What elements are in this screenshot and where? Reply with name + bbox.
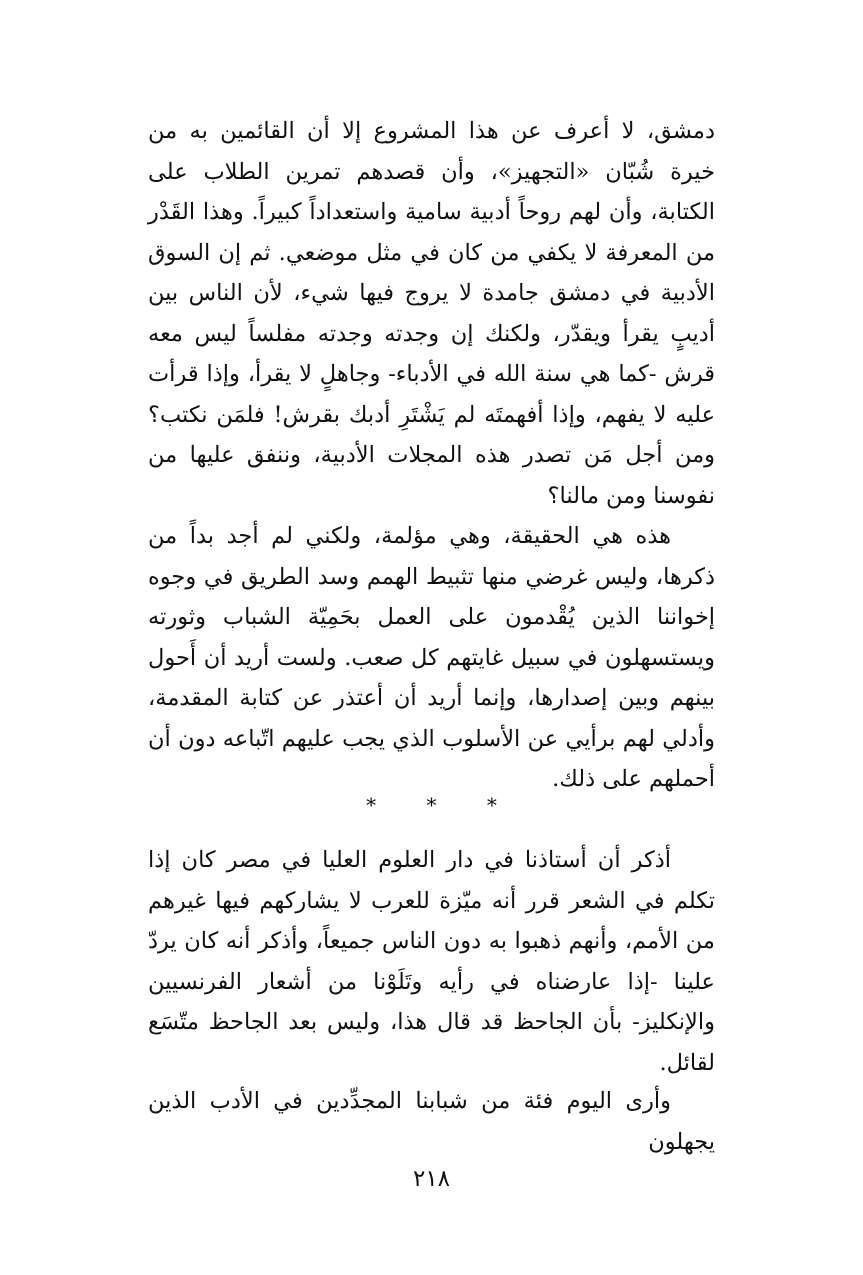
paragraph-partial: وأرى اليوم فئة من شبابنا المجدِّدين في الأدب الذين يجهلون [148,1088,715,1155]
page-number: ٢١٨ [412,1166,451,1192]
paragraph: أذكر أن أستاذنا في دار العلوم العليا في مصر كان إذا تكلم في الشعر قرر أنه ميّزة للعرب لا يشاركهم فيها غيرهم من الأمم، وأنهم ذهبوا به دون الناس جميعاً، وأذكر أنه كان يردّ علينا -إذا عارضناه في رأيه وتَلَوْنا من أشعار الفرنسيين والإنكليز- بأن الجاحظ قد قال هذا، وليس بعد الجاحظ متّسَع لقائل. [148,847,715,1076]
section-separator: * * * [366,793,519,817]
paragraph: هذه هي الحقيقة، وهي مؤلمة، ولكني لم أجد بداً من ذكرها، وليس غرضي منها تثبيط الهمم وسد الطريق في وجوه إخواننا الذين يُقْدمون على العمل بحَمِيّة الشباب وثورته ويستسهلون في سبيل غايتهم كل صعب. ولست أريد أن أَحول بينهم وبين إصدارها، وإنما أريد أن أعتذر عن كتابة المقدمة، وأدلي لهم برأيي عن الأسلوب الذي يجب عليهم اتّباعه دون أن أحملهم على ذلك. [148,523,715,792]
paragraph-continuation: دمشق، لا أعرف عن هذا المشروع إلا أن القائمين به من خيرة شُبّان «التجهيز»، وأن قصدهم تمرين الطلاب على الكتابة، وأن لهم روحاً أدبية سامية واستعداداً كبيراً. وهذا القَدْر من المعرفة لا يكفي من كان في مثل موضعي. ثم إن السوق الأدبية في دمشق جامدة لا يروج فيها شيء، لأن الناس بين أديبٍ يقرأ ويقدّر، ولكنك إن وجدته وجدته مفلساً ليس معه قرش -كما هي سنة الله في الأدباء- وجاهلٍ لا يقرأ، وإذا قرأت عليه لا يفهم، وإذا أفهمتَه لم يَشْتَرِ أدبك بقرش! فلمَن نكتب؟ ومن أجل مَن تصدر هذه المجلات الأدبية، وننفق عليها من نفوسنا ومن مالنا؟ [148,118,715,509]
